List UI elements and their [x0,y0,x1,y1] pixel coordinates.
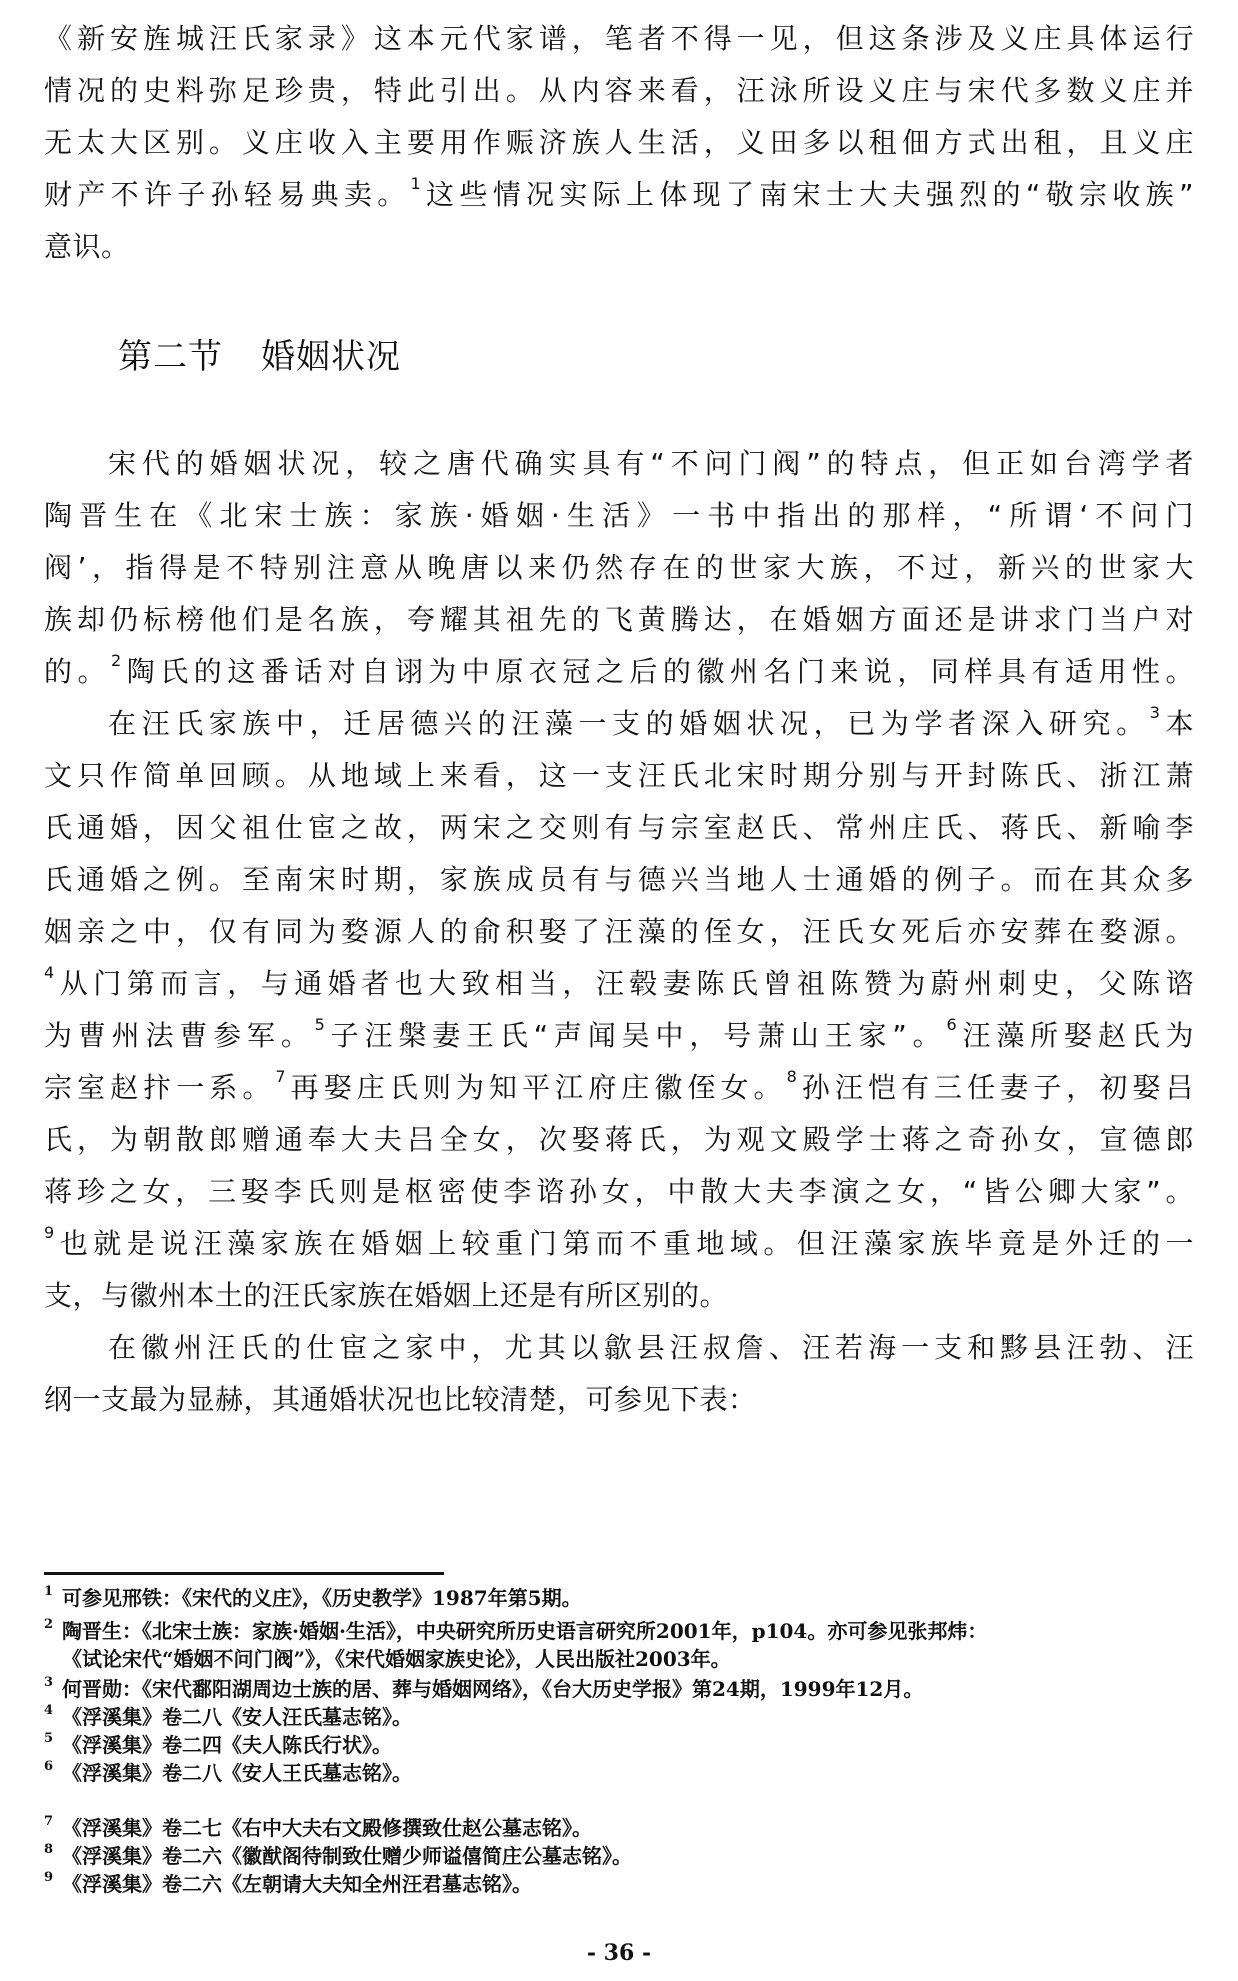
footnote [44,1871,532,1897]
body-text: 再娶庄氏则为知平江府庄徽侄女。 [286,1071,787,1104]
body-line: 意识。 [44,230,130,263]
body-line: 姻亲之中，仅有同为婺源人的俞积娶了汪藻的侄女，汪氏女死后亦安葬在婺源。 [44,915,1194,948]
footnote-number: 6 [44,1759,54,1774]
body-line [44,651,1194,689]
footnote-continuation: 《试论宋代“婚姻不问门阀”》，《宋代婚姻家族史论》，人民出版社2003年。 [62,1647,731,1671]
footnote-text: 陶晋生：《北宋士族：家族·婚姻·生活》，中央研究所历史语言研究所2001年，p104。亦可参见张邦炜： [62,1619,988,1643]
body-text: 的。 [44,655,112,688]
body-line: 宋代的婚姻状况，较之唐代确实具有“不问门阀”的特点，但正如台湾学者 [108,447,1194,480]
body-line: 情况的史料弥足珍贵，特此引出。从内容来看，汪泳所设义庄与宋代多数义庄并 [44,74,1194,107]
body-line [44,963,1194,1001]
body-line: 陶晋生在《北宋士族：家族·婚姻·生活》一书中指出的那样，“所谓‘不问门 [44,499,1194,532]
footnote-number: 8 [44,1842,54,1857]
footnote-ref[interactable]: 6 [946,1015,958,1034]
body-line: 氏，为朝散郎赠通奉大夫吕全女，次娶蒋氏，为观文殿学士蒋之奇孙女，宣德郎 [44,1123,1194,1156]
footnote-number: 7 [44,1814,54,1829]
body-text: 本 [1160,707,1194,740]
footnote [44,1618,987,1644]
footnote-ref[interactable]: 5 [314,1015,326,1034]
body-text: 为曹州法曹参军。 [44,1019,315,1052]
body-line: 《新安旌城汪氏家录》这本元代家谱，笔者不得一见，但这条涉及义庄具体运行 [44,22,1194,55]
page-number: - 36 - [586,1940,652,1966]
footnote-text: 《浮溪集》卷二八《安人汪氏墓志铭》。 [62,1705,412,1729]
footnote-ref[interactable]: 8 [786,1067,798,1086]
body-line [44,174,1194,212]
footnote [44,1760,412,1786]
footnote-ref[interactable]: 7 [275,1067,287,1086]
footnote [44,1704,412,1730]
footnote-ref[interactable]: 1 [410,174,422,193]
footnote [44,1732,392,1758]
body-line [44,1015,1194,1053]
footnote-number: 1 [44,1584,54,1599]
body-line: 纲一支最为显赫，其通婚状况也比较清楚，可参见下表： [44,1383,757,1416]
footnote-text: 可参见邢铁：《宋代的义庄》，《历史教学》1987年第5期。 [62,1586,582,1610]
footnote-text: 《浮溪集》卷二四《夫人陈氏行状》。 [62,1733,392,1757]
body-text: 在汪氏家族中，迁居德兴的汪藻一支的婚姻状况，已为学者深入研究。 [108,707,1150,740]
footnote-text: 《浮溪集》卷二八《安人王氏墓志铭》。 [62,1761,412,1785]
body-line: 氏通婚之例。至南宋时期，家族成员有与德兴当地人士通婚的例子。而在其众多 [44,863,1194,896]
footnote-number: 4 [44,1703,54,1718]
footnote [44,1676,923,1702]
footnote-number: 5 [44,1731,54,1746]
body-line: 文只作简单回顾。从地域上来看，这一支汪氏北宋时期分别与开封陈氏、浙江萧 [44,759,1194,792]
footnote-ref[interactable]: 4 [44,963,55,982]
body-text: 陶氏的这番话对自诩为中原衣冠之后的徽州名门来说，同样具有适用性。 [121,655,1194,688]
body-line: 氏通婚，因父祖仕宦之故，两宋之交则有与宗室赵氏、常州庄氏、蒋氏、新喻李 [44,811,1194,844]
body-text: 孙汪恺有三任妻子，初娶吕 [797,1071,1194,1104]
footnote-separator [44,1572,444,1575]
body-line [108,703,1194,741]
footnote [44,1843,632,1869]
body-text: 宗室赵抃一系。 [44,1071,276,1104]
footnote-text: 《浮溪集》卷二七《右中大夫右文殿修撰致仕赵公墓志铭》。 [62,1816,592,1840]
footnote-number: 2 [44,1617,54,1632]
section-title: 婚姻状况 [261,337,401,377]
body-line: 支，与徽州本土的汪氏家族在婚姻上还是有所区别的。 [44,1279,729,1312]
body-text: 财产不许子孙轻易典卖。 [44,178,411,211]
footnote-text: 《浮溪集》卷二六《左朝请大夫知全州汪君墓志铭》。 [62,1872,532,1896]
body-text: 也就是说汪藻家族在婚姻上较重门第而不重地域。但汪藻家族毕竟是外迁的一 [54,1227,1194,1260]
footnote-text: 何晋勋：《宋代鄱阳湖周边士族的居、葬与婚姻网络》，《台大历史学报》第24期，1999年12月。 [62,1677,924,1701]
section-number: 第二节 [118,337,223,377]
body-text: 汪藻所娶赵氏为 [957,1019,1194,1052]
footnote [44,1815,592,1841]
footnote-number: 9 [44,1870,54,1885]
body-line [44,1067,1194,1105]
section-heading [118,337,401,377]
body-text: 这些情况实际上体现了南宋士大夫强烈的“敬宗收族” [421,178,1194,211]
footnote [44,1585,582,1611]
body-line: 在徽州汪氏的仕宦之家中，尤其以歙县汪叔詹、汪若海一支和黟县汪勃、汪 [108,1331,1194,1364]
body-line: 族却仍标榜他们是名族，夸耀其祖先的飞黄腾达，在婚姻方面还是讲求门当户对 [44,603,1194,636]
body-line: 无太大区别。义庄收入主要用作赈济族人生活，义田多以租佃方式出租，且义庄 [44,126,1194,159]
footnote-ref[interactable]: 9 [44,1223,55,1242]
body-line: 阀’，指得是不特别注意从晚唐以来仍然存在的世家大族，不过，新兴的世家大 [44,551,1194,584]
footnote-ref[interactable]: 3 [1149,703,1161,722]
body-line: 蒋珍之女，三娶李氏则是枢密使李谘孙女，中散大夫李演之女，“皆公卿大家”。 [44,1175,1194,1208]
body-line [44,1223,1194,1261]
body-text: 从门第而言，与通婚者也大致相当，汪毂妻陈氏曾祖陈赞为蔚州刺史，父陈谘 [54,967,1194,1000]
footnote-number: 3 [44,1675,54,1690]
footnote-ref[interactable]: 2 [111,651,122,670]
body-text: 子汪槃妻王氏“声闻吴中，号萧山王家”。 [325,1019,947,1052]
footnote-text: 《浮溪集》卷二六《徽猷阁待制致仕赠少师谥僖简庄公墓志铭》。 [62,1844,632,1868]
